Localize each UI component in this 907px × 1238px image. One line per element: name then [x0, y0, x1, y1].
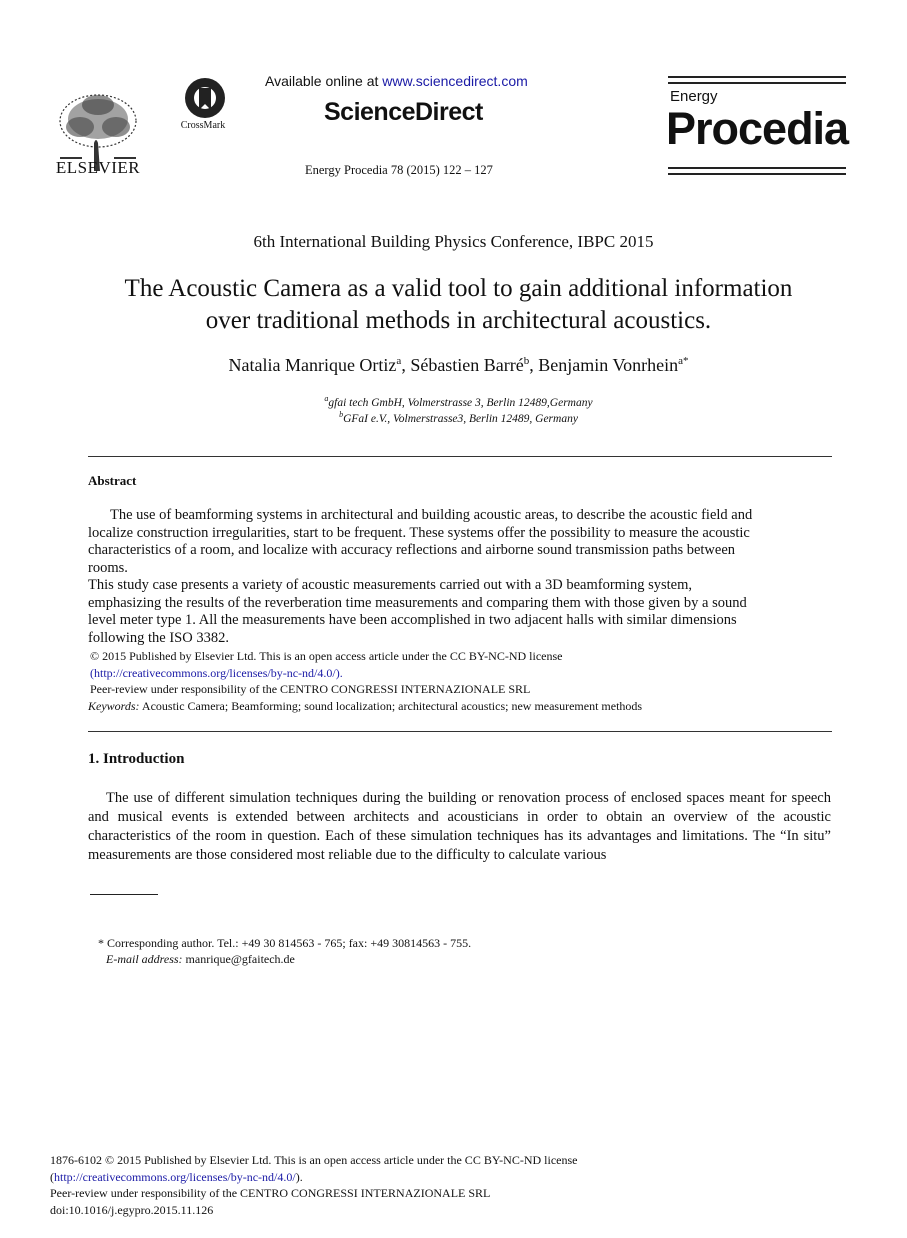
elsevier-wordmark: ELSEVIER: [55, 158, 141, 177]
author-separator: ,: [529, 355, 539, 375]
affiliation: [0, 410, 907, 425]
title-line: The Acoustic Camera as a valid tool to gain additional information: [124, 275, 793, 302]
footer-peer-review: Peer-review under responsibility of the CENTRO CONGRESSI INTERNAZIONALE SRL: [50, 1186, 491, 1200]
copyright-line: © 2015 Published by Elsevier Ltd. This is an open access article under the CC BY-NC-ND license: [90, 649, 563, 663]
abstract-line: rooms.: [88, 559, 128, 576]
corresponding-author-note: * Corresponding author. Tel.: +49 30 814563 - 765; fax: +49 30814563 - 755.: [98, 936, 472, 950]
author-separator: ,: [401, 355, 411, 375]
abstract-line: The use of beamforming systems in architectural and building acoustic areas, to describe the acoustic field and: [110, 507, 753, 523]
abstract-line: characteristics of a room, and localize with accuracy reflections and airborne sound transmission paths between: [88, 542, 736, 558]
affiliation-mark: b: [339, 410, 344, 419]
license-link[interactable]: (http://creativecommons.org/licenses/by-nc-nd/4.0/).: [90, 665, 343, 680]
peer-review-line: Peer-review under responsibility of the CENTRO CONGRESSI INTERNAZIONALE SRL: [90, 682, 531, 696]
available-prefix: Available online at: [265, 73, 383, 89]
footnote: [98, 935, 471, 967]
affiliation-mark: a: [324, 394, 329, 403]
author-affil-mark: a: [396, 355, 402, 367]
paper-title: [60, 273, 857, 337]
page-footer: [50, 1152, 577, 1218]
author-name: Benjamin Vonrhein: [538, 355, 679, 375]
email-label: E-mail address:: [106, 952, 183, 966]
keywords-line: [88, 698, 816, 715]
divider: [88, 456, 832, 457]
affiliation: [0, 394, 907, 409]
paren-close: ).: [295, 1169, 303, 1184]
author-list: [0, 355, 907, 376]
keywords-label: Keywords:: [88, 698, 140, 713]
available-online-line: [265, 73, 528, 89]
author-affil-mark: b: [523, 355, 530, 367]
author-name: Natalia Manrique Ortiz: [228, 355, 397, 375]
introduction-body: [88, 789, 831, 865]
sciencedirect-brand: ScienceDirect: [324, 98, 483, 126]
crossmark-label: CrossMark: [180, 120, 226, 131]
divider: [88, 731, 832, 732]
introduction-paragraph: The use of different simulation techniques during the building or renovation process of enclosed spaces meant for speech and musical events is extended between architects and acousticians in order to obtain an overview of the acoustic characteristics of the room in question. Each of these simulation techniques has its advantages and limitations. The “In situ” measurements are those considered most reliable due to the difficulty to calculate various: [88, 790, 831, 863]
conference-name: 6th International Building Physics Conference, IBPC 2015: [253, 232, 654, 251]
journal-logo-procedia: Procedia: [666, 103, 849, 154]
issn-copyright-line: 1876-6102 © 2015 Published by Elsevier Ltd. This is an open access article under the CC BY-NC-ND license: [50, 1153, 578, 1167]
journal-citation: Energy Procedia 78 (2015) 122 – 127: [305, 163, 493, 177]
section-heading-introduction: 1. Introduction: [88, 751, 185, 767]
abstract-line: localize construction irregularities, start to be frequent. These systems offer the possibility to measure the acoustic: [88, 524, 750, 541]
abstract-body: [88, 507, 816, 714]
affiliation-text: gfai tech GmbH, Volmerstrasse 3, Berlin 12489,Germany: [328, 396, 593, 409]
doi[interactable]: doi:10.1016/j.egypro.2015.11.126: [50, 1202, 214, 1217]
journal-logo-energy: Energy: [670, 88, 718, 105]
footer-license-link[interactable]: http://creativecommons.org/licenses/by-nc-nd/4.0/: [54, 1169, 296, 1184]
abstract-heading: Abstract: [88, 473, 137, 488]
sciencedirect-link[interactable]: www.sciencedirect.com: [382, 73, 528, 89]
abstract-line: level meter type 1. All the measurements have been accomplished in two adjacent halls with similar dimensions: [88, 612, 737, 628]
footnote-rule: [90, 894, 158, 895]
journal-logo-rule-bottom2: [668, 173, 846, 175]
abstract-line: following the ISO 3382.: [88, 629, 229, 646]
keywords-text: Acoustic Camera; Beamforming; sound localization; architectural acoustics; new measurement methods: [139, 698, 643, 713]
paren-open: (: [50, 1169, 54, 1184]
abstract-line: emphasizing the results of the reverberation time measurements and comparing them with those given by a sound: [88, 594, 747, 611]
title-line: over traditional methods in architectural acoustics.: [205, 307, 712, 334]
journal-logo-rule-top: [668, 76, 846, 78]
author-name: Sébastien Barré: [410, 355, 524, 375]
journal-logo-rule-top2: [668, 82, 846, 84]
author-affil-mark: a*: [678, 355, 689, 367]
footer-license-line: [50, 1169, 577, 1186]
affiliation-text: GFaI e.V., Volmerstrasse3, Berlin 12489, Germany: [343, 412, 578, 425]
abstract-line: This study case presents a variety of acoustic measurements carried out with a 3D beamforming system,: [88, 577, 692, 593]
journal-logo-rule-bottom: [668, 167, 846, 169]
email-address[interactable]: manrique@gfaitech.de: [182, 952, 295, 966]
